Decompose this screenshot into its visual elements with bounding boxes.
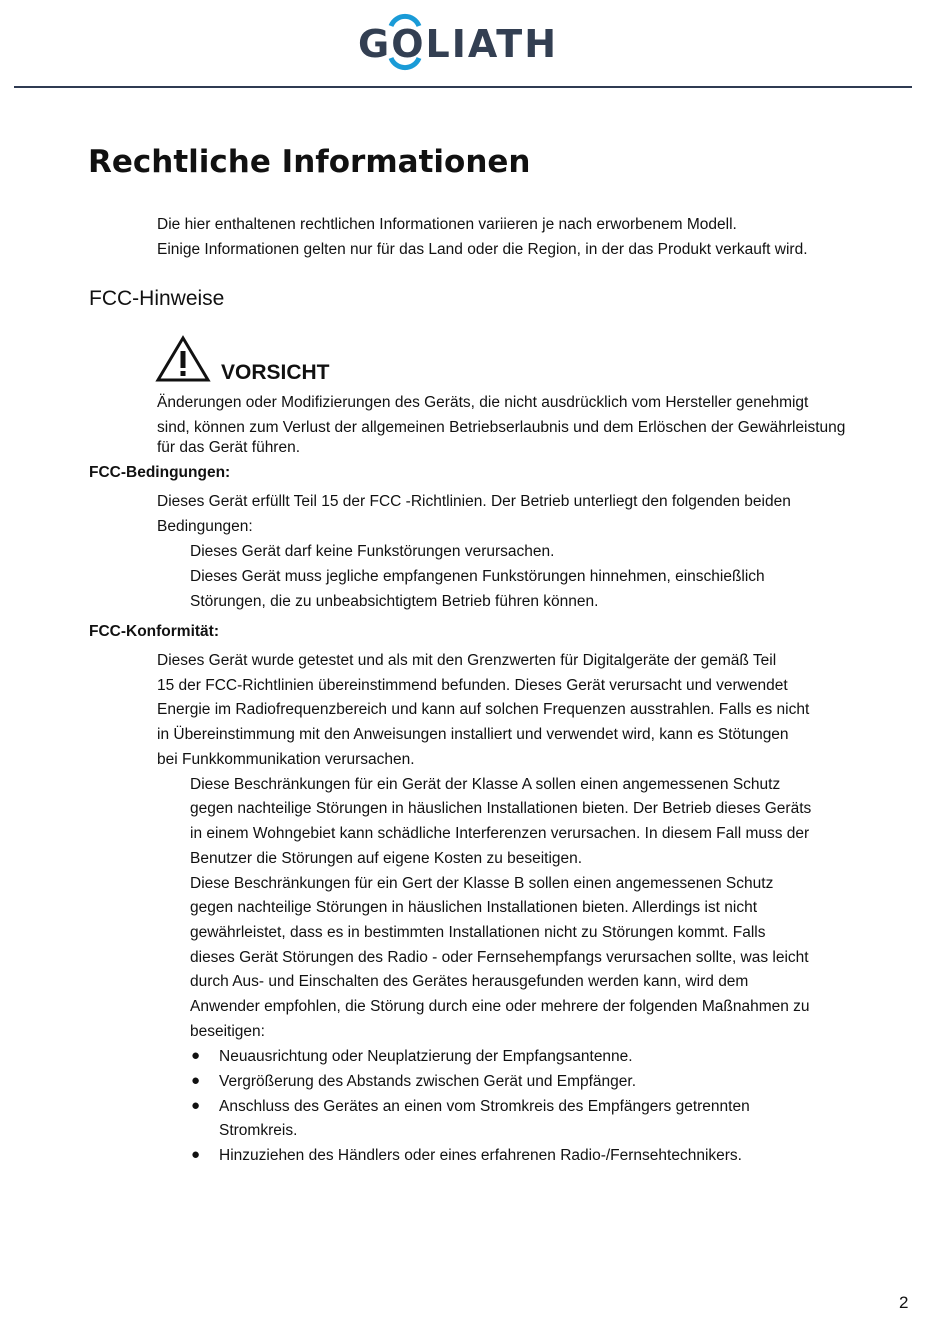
conditions-heading: FCC-Bedingungen: xyxy=(89,464,231,481)
bullet-dot-icon: ● xyxy=(191,1097,201,1114)
bullet-item-3-cont: Stromkreis. xyxy=(219,1122,298,1139)
class-b-line-2: gegen nachteilige Störungen in häuslichen Installationen bieten. Allerdings ist nicht xyxy=(190,899,757,916)
conformity-line-3: Energie im Radiofrequenzbereich und kann auf solchen Frequenzen ausstrahlen. Falls es nicht xyxy=(157,701,810,718)
page-title: Rechtliche Informationen xyxy=(88,144,531,180)
conditions-line-1: Dieses Gerät erfüllt Teil 15 der FCC -Richtlinien. Der Betrieb unterliegt den folgenden beiden xyxy=(157,493,791,510)
bullet-item-3: Anschluss des Gerätes an einen vom Stromkreis des Empfängers getrennten xyxy=(219,1098,750,1115)
class-a-line-3: in einem Wohngebiet kann schädliche Interferenzen verursachen. In diesem Fall muss der xyxy=(190,825,810,842)
caution-line-1: Änderungen oder Modifizierungen des Geräts, die nicht ausdrücklich vom Hersteller genehmigt xyxy=(157,394,809,411)
class-a-line-2: gegen nachteilige Störungen in häuslichen Installationen bieten. Der Betrieb dieses Geräts xyxy=(190,800,812,817)
goliath-logo xyxy=(358,6,559,78)
class-b-line-5: durch Aus- und Einschalten des Gerätes herausgefunden werden kann, wird dem xyxy=(190,973,749,990)
bullet-item-2: Vergrößerung des Abstands zwischen Gerät und Empfänger. xyxy=(219,1073,637,1090)
conditions-sub-3: Störungen, die zu unbeabsichtigtem Betrieb führen können. xyxy=(190,593,599,610)
conformity-line-5: bei Funkkommunikation verursachen. xyxy=(157,751,415,768)
bullet-dot-icon: ● xyxy=(191,1047,201,1064)
caution-label: VORSICHT xyxy=(221,361,330,384)
caution-line-2: sind, können zum Verlust der allgemeinen Betriebserlaubnis und dem Erlöschen der Gewährleistung xyxy=(157,419,846,436)
warning-triangle-icon xyxy=(155,335,211,383)
conformity-line-4: in Übereinstimmung mit den Anweisungen installiert und verwendet wird, kann es Stötungen xyxy=(157,726,789,743)
class-b-line-6: Anwender empfohlen, die Störung durch eine oder mehrere der folgenden Maßnahmen zu xyxy=(190,998,810,1015)
fcc-heading: FCC-Hinweise xyxy=(89,287,225,310)
class-a-line-4: Benutzer die Störungen auf eigene Kosten zu beseitigen. xyxy=(190,850,583,867)
page-number: 2 xyxy=(899,1293,909,1312)
class-a-line-1: Diese Beschränkungen für ein Gerät der Klasse A sollen einen angemessenen Schutz xyxy=(190,776,781,793)
conformity-line-1: Dieses Gerät wurde getestet und als mit den Grenzwerten für Digitalgeräte der gemäß Teil xyxy=(157,652,777,669)
intro-line-2: Einige Informationen gelten nur für das Land oder die Region, in der das Produkt verkauft wird. xyxy=(157,241,808,258)
conformity-heading: FCC-Konformität: xyxy=(89,623,220,640)
intro-line-1: Die hier enthaltenen rechtlichen Informationen variieren je nach erworbenem Modell. xyxy=(157,216,737,233)
class-b-line-7: beseitigen: xyxy=(190,1023,265,1040)
class-b-line-3: gewährleistet, dass es in bestimmten Installationen nicht zu Störungen kommt. Falls xyxy=(190,924,766,941)
conditions-sub-1: Dieses Gerät darf keine Funkstörungen verursachen. xyxy=(190,543,555,560)
conditions-line-2: Bedingungen: xyxy=(157,518,253,535)
bullet-item-4: Hinzuziehen des Händlers oder eines erfahrenen Radio-/Fernsehtechnikers. xyxy=(219,1147,742,1164)
conformity-line-2: 15 der FCC-Richtlinien übereinstimmend befunden. Dieses Gerät verursacht und verwendet xyxy=(157,677,788,694)
class-b-line-1: Diese Beschränkungen für ein Gert der Klasse B sollen einen angemessenen Schutz xyxy=(190,875,774,892)
bullet-dot-icon: ● xyxy=(191,1072,201,1089)
bullet-dot-icon: ● xyxy=(191,1146,201,1163)
header-divider xyxy=(14,86,912,88)
conditions-sub-2: Dieses Gerät muss jegliche empfangenen Funkstörungen hinnehmen, einschießlich xyxy=(190,568,765,585)
class-b-line-4: dieses Gerät Störungen des Radio - oder Fernsehempfangs verursachen sollte, was leicht xyxy=(190,949,809,966)
logo-text: GOLIATH xyxy=(358,22,559,66)
bullet-item-1: Neuausrichtung oder Neuplatzierung der Empfangsantenne. xyxy=(219,1048,633,1065)
caution-line-3: für das Gerät führen. xyxy=(157,439,301,456)
